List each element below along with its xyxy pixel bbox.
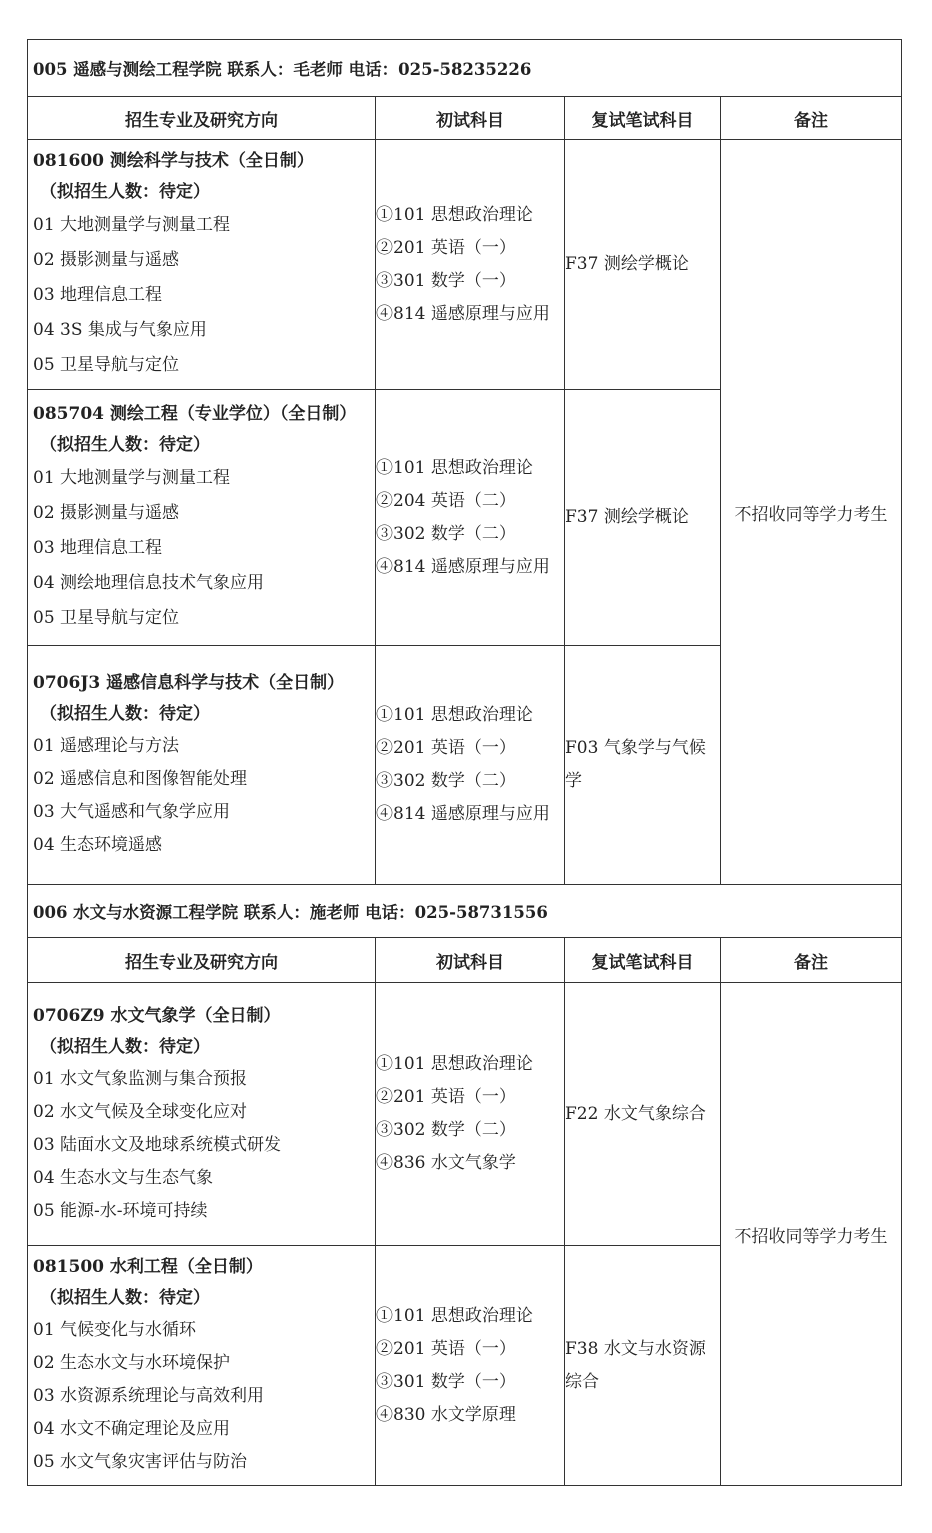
major-name: 0706J3 遥感信息科学与技术（全日制） [33, 673, 345, 693]
retest-subject-cell: F03 气象学与气候学 [565, 646, 721, 885]
direction-item: 01 大地测量学与测量工程 [33, 215, 231, 235]
subject-item: ④814 遥感原理与应用 [376, 804, 550, 824]
direction-item: 03 水资源系统理论与高效利用 [33, 1386, 265, 1406]
direction-item: 05 水文气象灾害评估与防治 [33, 1452, 248, 1472]
col-retest-header: 复试笔试科目 [565, 97, 721, 140]
college-header-006 [28, 885, 902, 938]
direction-item: 04 测绘地理信息技术气象应用 [33, 573, 265, 593]
direction-item: 04 水文不确定理论及应用 [33, 1419, 231, 1439]
direction-item: 02 生态水文与水环境保护 [33, 1353, 231, 1373]
major-quota: （拟招生人数：待定） [40, 704, 210, 724]
direction-item: 02 遥感信息和图像智能处理 [33, 769, 248, 789]
direction-item: 05 卫星导航与定位 [33, 608, 180, 628]
direction-item: 03 陆面水文及地球系统模式研发 [33, 1134, 282, 1155]
direction-item: 02 水文气候及全球变化应对 [33, 1101, 248, 1122]
subject-item: ①101 思想政治理论 [376, 705, 533, 725]
major-row [28, 140, 902, 390]
retest-subject-cell: F38 水文与水资源综合 [565, 1246, 721, 1486]
subject-item: ②201 英语（一） [376, 738, 516, 758]
direction-item: 05 能源-水-环境可持续 [33, 1200, 208, 1221]
subject-item: ①101 思想政治理论 [376, 1054, 533, 1074]
major-name: 081500 水利工程（全日制） [33, 1257, 263, 1277]
major-cell [28, 983, 376, 1246]
major-row [28, 983, 902, 1246]
column-header-row [28, 938, 902, 983]
major-name: 085704 测绘工程（专业学位）（全日制） [33, 404, 357, 424]
direction-item: 03 地理信息工程 [33, 285, 163, 305]
col-major-header: 招生专业及研究方向 [28, 938, 376, 983]
major-quota: （拟招生人数：待定） [40, 1288, 210, 1308]
direction-item: 01 水文气象监测与集合预报 [33, 1068, 248, 1089]
note-cell: 不招收同等学力考生 [721, 140, 902, 885]
subject-item: ④814 遥感原理与应用 [376, 556, 550, 577]
direction-item: 01 遥感理论与方法 [33, 736, 180, 756]
direction-item: 05 卫星导航与定位 [33, 355, 180, 375]
direction-item: 04 3S 集成与气象应用 [33, 320, 207, 340]
major-quota: （拟招生人数：待定） [40, 182, 210, 202]
subject-item: ③301 数学（一） [376, 1371, 516, 1392]
initial-subjects-cell [376, 140, 565, 390]
admission-table [27, 39, 902, 1486]
subject-item: ④830 水文学原理 [376, 1404, 516, 1425]
column-header-row [28, 97, 902, 140]
subject-item: ②201 英语（一） [376, 1338, 516, 1359]
subject-item: ③301 数学（一） [376, 270, 516, 291]
major-quota: （拟招生人数：待定） [40, 1036, 210, 1057]
direction-item: 02 摄影测量与遥感 [33, 250, 180, 270]
direction-item: 04 生态环境遥感 [33, 835, 163, 855]
major-cell [28, 390, 376, 646]
direction-item: 04 生态水文与生态气象 [33, 1167, 214, 1188]
direction-item: 03 大气遥感和气象学应用 [33, 802, 231, 822]
col-major-header: 招生专业及研究方向 [28, 97, 376, 140]
direction-item: 01 大地测量学与测量工程 [33, 468, 231, 488]
subject-item: ②204 英语（二） [376, 490, 516, 511]
major-name: 0706Z9 水文气象学（全日制） [33, 1005, 281, 1026]
note-cell: 不招收同等学力考生 [721, 983, 902, 1486]
major-cell [28, 140, 376, 390]
subject-item: ③302 数学（二） [376, 771, 516, 791]
initial-subjects-cell [376, 390, 565, 646]
college-title: 006 水文与水资源工程学院 联系人：施老师 电话：025-58731556 [28, 885, 902, 938]
col-note-header: 备注 [721, 938, 902, 983]
subject-item: ②201 英语（一） [376, 237, 516, 258]
subject-item: ④814 遥感原理与应用 [376, 303, 550, 324]
subject-item: ①101 思想政治理论 [376, 1305, 533, 1326]
retest-subject-cell: F37 测绘学概论 [565, 390, 721, 646]
college-header-005 [28, 40, 902, 97]
subject-item: ③302 数学（二） [376, 523, 516, 544]
major-cell [28, 1246, 376, 1486]
col-initial-header: 初试科目 [376, 97, 565, 140]
major-name: 081600 测绘科学与技术（全日制） [33, 151, 314, 171]
direction-item: 03 地理信息工程 [33, 538, 163, 558]
col-retest-header: 复试笔试科目 [565, 938, 721, 983]
subject-item: ③302 数学（二） [376, 1120, 516, 1140]
major-quota: （拟招生人数：待定） [40, 435, 210, 455]
initial-subjects-cell [376, 646, 565, 885]
subject-item: ②201 英语（一） [376, 1087, 516, 1107]
col-initial-header: 初试科目 [376, 938, 565, 983]
direction-item: 01 气候变化与水循环 [33, 1320, 197, 1340]
initial-subjects-cell [376, 983, 565, 1246]
subject-item: ①101 思想政治理论 [376, 204, 533, 225]
subject-item: ①101 思想政治理论 [376, 457, 533, 478]
retest-subject-cell: F37 测绘学概论 [565, 140, 721, 390]
retest-subject-cell: F22 水文气象综合 [565, 983, 721, 1246]
initial-subjects-cell [376, 1246, 565, 1486]
direction-item: 02 摄影测量与遥感 [33, 503, 180, 523]
col-note-header: 备注 [721, 97, 902, 140]
subject-item: ④836 水文气象学 [376, 1153, 516, 1173]
major-cell [28, 646, 376, 885]
college-title: 005 遥感与测绘工程学院 联系人：毛老师 电话：025-58235226 [28, 40, 902, 97]
